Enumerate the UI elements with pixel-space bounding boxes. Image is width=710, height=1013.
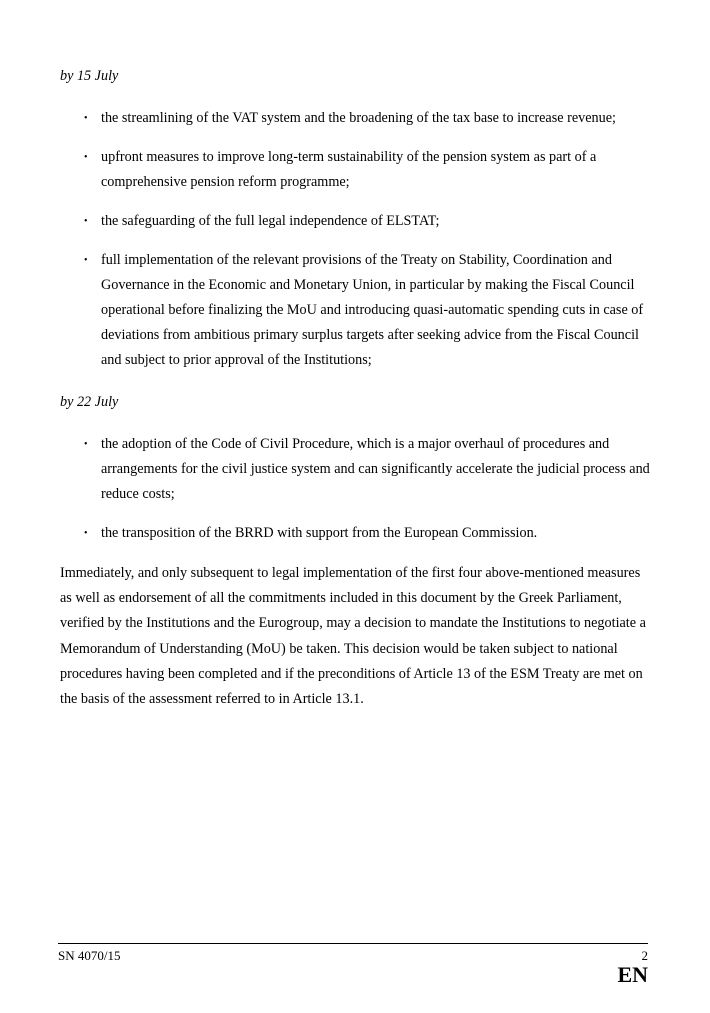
- measures-list-15-july: [60, 106, 652, 373]
- list-item: [60, 145, 652, 195]
- bullet-icon: •: [84, 255, 88, 266]
- list-item: [60, 209, 652, 234]
- bullet-icon: •: [84, 528, 88, 539]
- list-item: [60, 432, 652, 507]
- bullet-icon: •: [84, 216, 88, 227]
- document-body: [60, 66, 652, 712]
- language-code: EN: [617, 962, 648, 987]
- footer-divider: [58, 943, 648, 944]
- closing-paragraph: Immediately, and only subsequent to legal implementation of the first four above-mentioned measures as well as endorsement of all the commitments included in this document by the Greek Parliament, verified by the Institutions and the Eurogroup, may a decision to mandate the Institutions to negotiate a Memorandum of Understanding (MoU) be taken. This decision would be taken subject to national procedures having been completed and if the preconditions of Article 13 of the ESM Treaty are met on the basis of the assessment referred to in Article 13.1.: [60, 565, 646, 708]
- bullet-icon: •: [84, 152, 88, 163]
- document-reference: SN 4070/15: [58, 948, 121, 963]
- list-item-text: the safeguarding of the full legal independence of ELSTAT;: [101, 213, 440, 229]
- section-heading-22-july: by 22 July: [60, 394, 119, 410]
- section-heading-15-july: by 15 July: [60, 68, 119, 84]
- list-item-text: full implementation of the relevant provisions of the Treaty on Stability, Coordination and Governance in the Economic and Monetary Union, in particular by making the Fiscal Council operational before finalizing the MoU and introducing quasi-automatic spending cuts in case of deviations from ambitious primary surplus targets after seeking advice from the Fiscal Council and subject to prior approval of the Institutions;: [101, 252, 644, 368]
- list-item-text: upfront measures to improve long-term sustainability of the pension system as part of a comprehensive pension reform programme;: [101, 149, 597, 190]
- list-item: [60, 106, 652, 131]
- list-item-text: the streamlining of the VAT system and the broadening of the tax base to increase revenue;: [101, 110, 616, 126]
- list-item: [60, 248, 652, 373]
- list-item: [60, 521, 652, 546]
- bullet-icon: •: [84, 113, 88, 124]
- measures-list-22-july: [60, 432, 652, 546]
- page-number: 2: [641, 948, 648, 963]
- list-item-text: the adoption of the Code of Civil Procedure, which is a major overhaul of procedures and arrangements for the civil justice system and can significantly accelerate the judicial process and reduce costs;: [101, 436, 650, 502]
- list-item-text: the transposition of the BRRD with support from the European Commission.: [101, 525, 538, 541]
- bullet-icon: •: [84, 439, 88, 450]
